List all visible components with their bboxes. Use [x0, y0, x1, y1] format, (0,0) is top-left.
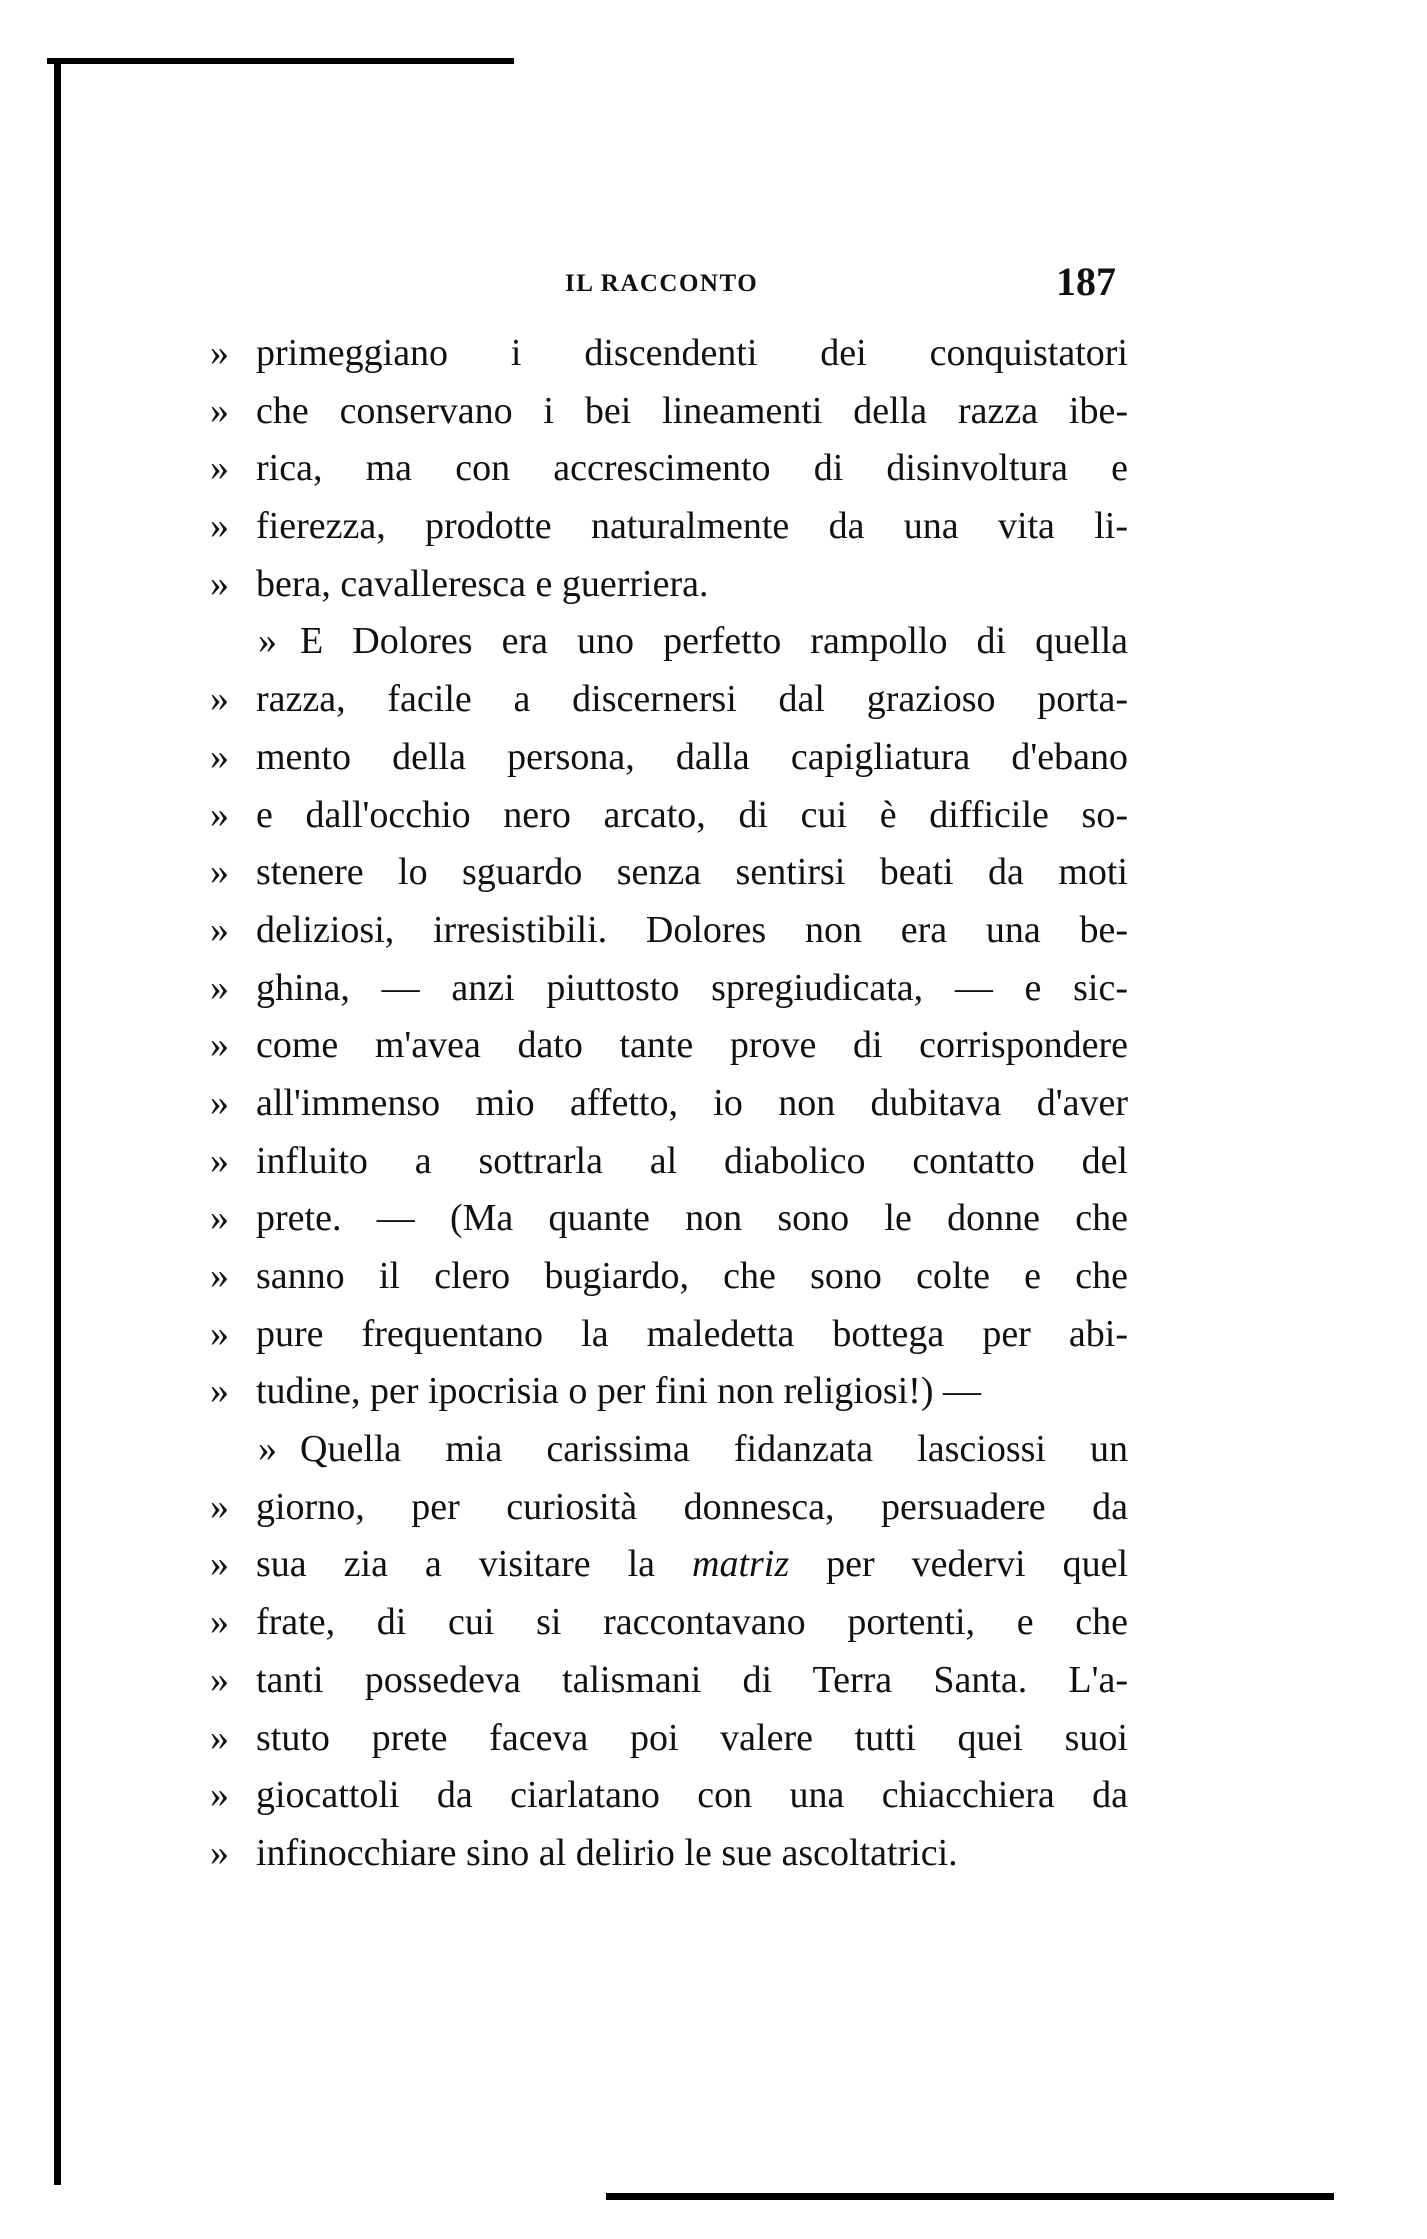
- text-line: [210, 1017, 1128, 1075]
- quote-mark: »: [210, 1774, 229, 1817]
- quote-mark: »: [258, 1428, 277, 1471]
- text-line: [210, 1421, 1128, 1479]
- quote-mark: »: [210, 678, 229, 721]
- quote-mark: »: [210, 908, 229, 951]
- quote-mark: »: [210, 1716, 229, 1759]
- line-text: all'immenso mio affetto, io non dubitava d'aver: [256, 1081, 1128, 1124]
- line-text: bera, cavalleresca e guerriera.: [256, 562, 709, 605]
- line-text: tudine, per ipocrisia o per fini non religiosi!) —: [256, 1370, 981, 1413]
- line-text: rica, ma con accrescimento di disinvoltura e: [256, 447, 1128, 490]
- text-line: [210, 1306, 1128, 1364]
- quote-mark: »: [210, 332, 229, 374]
- line-text: tanti possedeva talismani di Terra Santa. L'a-: [256, 1658, 1128, 1701]
- quote-mark: »: [210, 1255, 229, 1297]
- text-line: [210, 613, 1128, 671]
- text-line: [210, 1075, 1128, 1133]
- line-text: come m'avea dato tante prove di corrispondere: [256, 1024, 1128, 1067]
- quote-mark: »: [210, 1485, 229, 1528]
- text-line: [210, 1479, 1128, 1537]
- line-text: ghina, — anzi piuttosto spregiudicata, — e sic-: [256, 966, 1128, 1009]
- line-text: sanno il clero bugiardo, che sono colte e che: [256, 1255, 1128, 1297]
- text-line: [210, 1767, 1128, 1825]
- line-text: pure frequentano la maledetta bottega per abi-: [256, 1312, 1128, 1355]
- text-line: [210, 440, 1128, 498]
- quote-mark: »: [210, 1197, 229, 1240]
- line-text: che conservano i bei lineamenti della razza ibe-: [256, 389, 1128, 432]
- line-text: E Dolores era uno perfetto rampollo di quella: [300, 620, 1128, 663]
- quote-mark: »: [210, 447, 229, 490]
- text-line: [210, 1594, 1128, 1652]
- line-text: razza, facile a discernersi dal grazioso porta-: [256, 678, 1128, 721]
- line-text: e dall'occhio nero arcato, di cui è difficile so-: [256, 793, 1128, 836]
- line-text: prete. — (Ma quante non sono le donne che: [256, 1197, 1128, 1240]
- line-segment: per vedervi quel: [826, 1543, 1128, 1586]
- line-text: Quella mia carissima fidanzata lasciossi un: [300, 1428, 1128, 1471]
- quote-mark: »: [210, 851, 229, 894]
- quote-mark: »: [210, 562, 229, 605]
- text-line: [210, 729, 1128, 787]
- quote-mark: »: [258, 620, 277, 663]
- quote-mark: »: [210, 1831, 229, 1874]
- text-line: [210, 498, 1128, 556]
- text-line: [210, 787, 1128, 845]
- page-number: 187: [1056, 259, 1116, 304]
- quote-mark: »: [210, 735, 229, 778]
- quote-mark: »: [210, 1024, 229, 1067]
- text-line: [210, 325, 1128, 383]
- line-text: giorno, per curiosità donnesca, persuadere da: [256, 1485, 1128, 1528]
- quote-mark: »: [210, 505, 229, 548]
- quote-mark: »: [210, 1370, 229, 1413]
- line-text: [256, 1536, 1128, 1594]
- quote-mark: »: [210, 1658, 229, 1701]
- text-line: [210, 671, 1128, 729]
- quote-mark: »: [210, 1312, 229, 1355]
- line-text: primeggiano i discendenti dei conquistatori: [256, 332, 1128, 374]
- line-text: fierezza, prodotte naturalmente da una vita li-: [256, 505, 1128, 548]
- quote-mark: »: [210, 1543, 229, 1586]
- text-line: [210, 1652, 1128, 1710]
- top-border-rule: [47, 58, 514, 64]
- text-line: [210, 1536, 1128, 1594]
- text-line: [210, 383, 1128, 441]
- line-text: mento della persona, dalla capigliatura d'ebano: [256, 735, 1128, 778]
- line-text: stuto prete faceva poi valere tutti quei suoi: [256, 1716, 1128, 1759]
- text-line: [210, 556, 1128, 614]
- text-line: [210, 1710, 1128, 1768]
- text-line: [210, 1248, 1128, 1306]
- italic-word: matriz: [692, 1543, 790, 1586]
- line-text: infinocchiare sino al delirio le sue ascoltatrici.: [256, 1831, 958, 1874]
- text-line: [210, 1825, 1128, 1883]
- text-line: [210, 1190, 1128, 1248]
- line-text: giocattoli da ciarlatano con una chiacchiera da: [256, 1774, 1128, 1817]
- quote-mark: »: [210, 966, 229, 1009]
- running-title: IL RACCONTO: [565, 270, 759, 297]
- left-border-rule: [54, 58, 61, 2185]
- line-text: stenere lo sguardo senza sentirsi beati da moti: [256, 851, 1128, 894]
- page-header: [560, 259, 1120, 306]
- line-text: frate, di cui si raccontavano portenti, e che: [256, 1601, 1128, 1644]
- quote-mark: »: [210, 1139, 229, 1182]
- quote-mark: »: [210, 389, 229, 432]
- quote-mark: »: [210, 1601, 229, 1644]
- quote-mark: »: [210, 1081, 229, 1124]
- text-line: [210, 902, 1128, 960]
- line-text: influito a sottrarla al diabolico contatto del: [256, 1139, 1128, 1182]
- bottom-border-rule: [606, 2193, 1334, 2200]
- text-line: [210, 844, 1128, 902]
- text-line: [210, 1133, 1128, 1191]
- line-text: deliziosi, irresistibili. Dolores non era una be-: [256, 908, 1128, 951]
- text-line: [210, 1363, 1128, 1421]
- text-line: [210, 960, 1128, 1018]
- line-segment: sua zia a visitare la: [256, 1543, 656, 1586]
- quote-mark: »: [210, 793, 229, 836]
- text-body: [210, 325, 1128, 1883]
